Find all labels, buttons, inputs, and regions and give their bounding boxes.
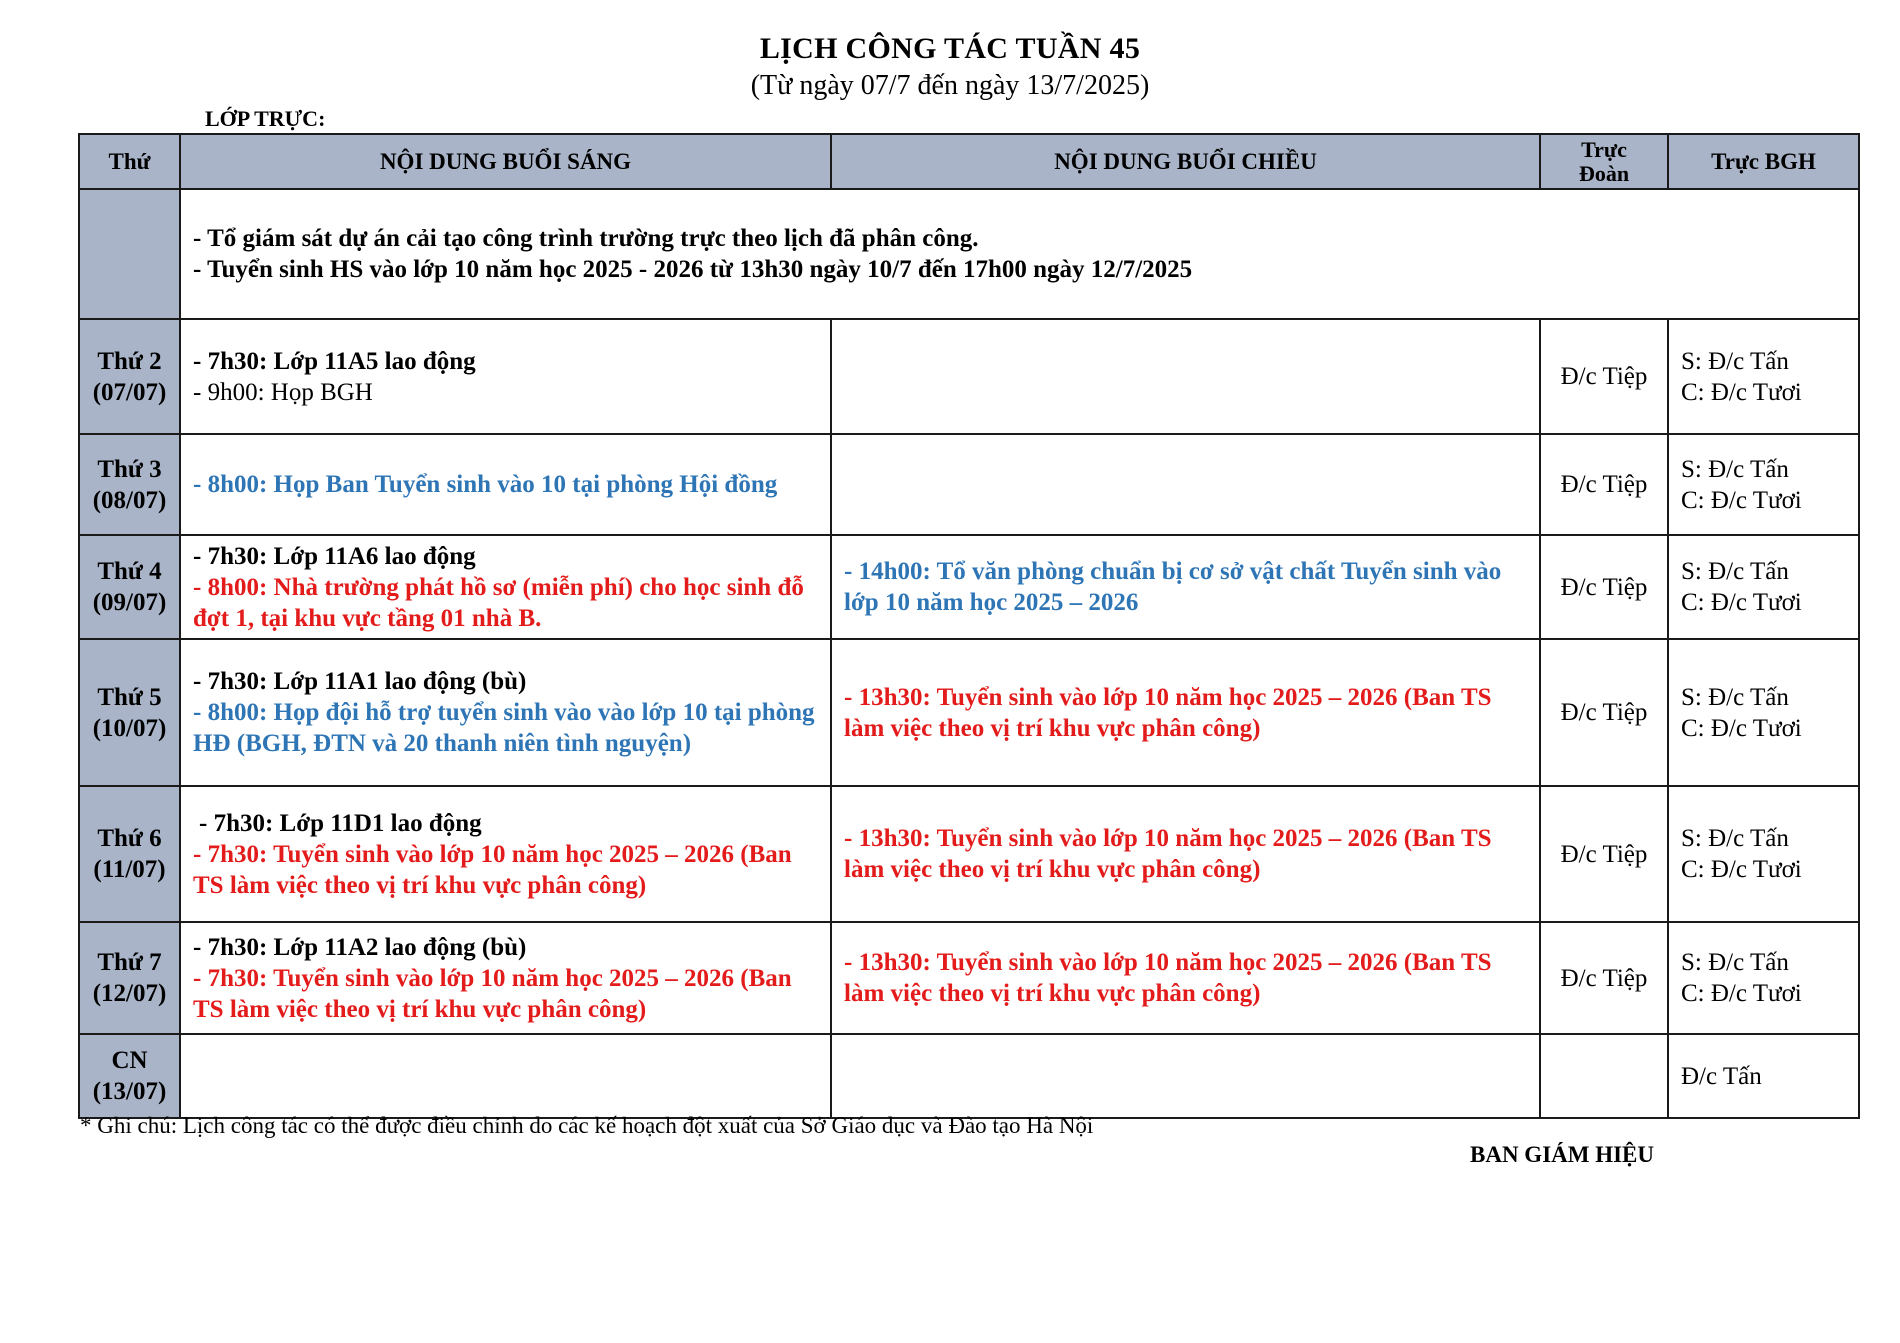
truc-bgh-morning: S: Đ/c Tấn bbox=[1681, 558, 1789, 585]
day-name: Thứ 7 bbox=[97, 949, 162, 976]
morning-cell bbox=[180, 1034, 831, 1118]
afternoon-entry: - 13h30: Tuyển sinh vào lớp 10 năm học 2025 – 2026 (Ban TS làm việc theo vị trí khu vực phân công) bbox=[844, 949, 1492, 1007]
day-date: (10/07) bbox=[92, 714, 167, 742]
truc-bgh-morning: S: Đ/c Tấn bbox=[1681, 683, 1789, 711]
truc-bgh-cell bbox=[1668, 535, 1859, 639]
morning-cell bbox=[180, 535, 831, 639]
day-cell bbox=[79, 434, 180, 535]
general-info-row bbox=[79, 189, 1859, 319]
table-row bbox=[79, 1034, 1859, 1118]
day-cell bbox=[79, 639, 180, 786]
morning-cell bbox=[180, 639, 831, 786]
table-row bbox=[79, 434, 1859, 535]
afternoon-cell bbox=[831, 639, 1540, 786]
day-name: Thứ 3 bbox=[97, 455, 162, 483]
morning-cell bbox=[180, 922, 831, 1034]
truc-bgh-morning: S: Đ/c Tấn bbox=[1681, 949, 1789, 976]
truc-bgh-afternoon: C: Đ/c Tươi bbox=[1681, 486, 1802, 514]
afternoon-cell bbox=[831, 535, 1540, 639]
table-header-row bbox=[79, 134, 1859, 189]
morning-entry: - 7h30: Lớp 11A5 lao động bbox=[193, 347, 476, 375]
truc-bgh-afternoon: C: Đ/c Tươi bbox=[1681, 589, 1802, 616]
day-name: Thứ 4 bbox=[97, 558, 162, 585]
truc-bgh-cell bbox=[1668, 434, 1859, 535]
table-row bbox=[79, 639, 1859, 786]
header-afternoon: NỘI DUNG BUỔI CHIỀU bbox=[831, 134, 1540, 189]
afternoon-cell bbox=[831, 786, 1540, 922]
afternoon-cell bbox=[831, 319, 1540, 434]
morning-entry: - 7h30: Lớp 11A6 lao động bbox=[193, 542, 476, 570]
day-date: (09/07) bbox=[92, 589, 167, 616]
truc-bgh-morning: S: Đ/c Tấn bbox=[1681, 347, 1789, 375]
afternoon-cell bbox=[831, 1034, 1540, 1118]
day-cell bbox=[79, 319, 180, 434]
truc-doan-cell: Đ/c Tiệp bbox=[1540, 786, 1668, 922]
day-date: (08/07) bbox=[92, 486, 167, 514]
lop-truc-label: LỚP TRỰC: bbox=[205, 106, 326, 131]
morning-entry: - 7h30: Lớp 11D1 lao động bbox=[199, 809, 482, 837]
document-title: LỊCH CÔNG TÁC TUẦN 45 bbox=[759, 32, 1141, 65]
header-truc-bgh: Trực BGH bbox=[1668, 134, 1859, 189]
truc-bgh-morning: S: Đ/c Tấn bbox=[1681, 825, 1789, 852]
truc-bgh-cell bbox=[1668, 319, 1859, 434]
morning-entry: - 8h00: Họp Ban Tuyển sinh vào 10 tại phòng Hội đồng bbox=[193, 471, 778, 498]
afternoon-cell bbox=[831, 922, 1540, 1034]
day-name: Thứ 6 bbox=[97, 825, 162, 852]
morning-cell bbox=[180, 434, 831, 535]
truc-bgh-afternoon: C: Đ/c Tươi bbox=[1681, 378, 1802, 406]
day-date: (07/07) bbox=[92, 378, 167, 406]
truc-doan-cell bbox=[1540, 1034, 1668, 1118]
header-thu: Thứ bbox=[79, 134, 180, 189]
afternoon-entry: - 14h00: Tổ văn phòng chuẩn bị cơ sở vật chất Tuyển sinh vào lớp 10 năm học 2025 – 2026 bbox=[844, 558, 1502, 616]
morning-cell bbox=[180, 319, 831, 434]
truc-bgh-cell bbox=[1668, 639, 1859, 786]
truc-doan-cell: Đ/c Tiệp bbox=[1540, 639, 1668, 786]
afternoon-cell bbox=[831, 434, 1540, 535]
day-cell bbox=[79, 1034, 180, 1118]
truc-doan-cell: Đ/c Tiệp bbox=[1540, 434, 1668, 535]
day-cell bbox=[79, 786, 180, 922]
table-row bbox=[79, 922, 1859, 1034]
truc-doan-cell: Đ/c Tiệp bbox=[1540, 535, 1668, 639]
truc-bgh-morning: S: Đ/c Tấn bbox=[1681, 455, 1789, 483]
truc-bgh-afternoon: C: Đ/c Tươi bbox=[1681, 856, 1802, 883]
day-date: (11/07) bbox=[93, 856, 166, 883]
footnote: * Ghi chú: Lịch công tác có thể được điều chỉnh do các kế hoạch đột xuất của Sở Giáo dục và Đào tạo Hà Nội bbox=[80, 1113, 1094, 1138]
morning-entry: - 8h00: Nhà trường phát hồ sơ (miễn phí) cho học sinh đỗ đợt 1, tại khu vực tầng 01 nhà B. bbox=[193, 573, 804, 632]
general-day-cell bbox=[79, 189, 180, 319]
truc-doan-cell: Đ/c Tiệp bbox=[1540, 319, 1668, 434]
truc-doan-cell: Đ/c Tiệp bbox=[1540, 922, 1668, 1034]
morning-entry: - 7h30: Tuyển sinh vào lớp 10 năm học 2025 – 2026 (Ban TS làm việc theo vị trí khu vực phân công) bbox=[193, 964, 792, 1023]
header-truc-doan bbox=[1540, 134, 1668, 189]
general-info-cell bbox=[180, 189, 1859, 319]
morning-entry: - 7h30: Lớp 11A1 lao động (bù) bbox=[193, 668, 527, 695]
day-name: CN bbox=[111, 1047, 148, 1074]
afternoon-entry: - 13h30: Tuyển sinh vào lớp 10 năm học 2025 – 2026 (Ban TS làm việc theo vị trí khu vực phân công) bbox=[844, 683, 1492, 742]
morning-entry: - 7h30: Lớp 11A2 lao động (bù) bbox=[193, 933, 527, 961]
general-info-line: - Tổ giám sát dự án cải tạo công trình trường trực theo lịch đã phân công. bbox=[193, 225, 979, 252]
truc-bgh-cell bbox=[1668, 786, 1859, 922]
day-cell bbox=[79, 535, 180, 639]
header-truc-doan-line1: Trực bbox=[1581, 136, 1627, 162]
truc-bgh-afternoon: C: Đ/c Tươi bbox=[1681, 714, 1802, 742]
table-row bbox=[79, 319, 1859, 434]
document-subtitle: (Từ ngày 07/7 đến ngày 13/7/2025) bbox=[750, 70, 1150, 101]
truc-bgh-afternoon: C: Đ/c Tươi bbox=[1681, 980, 1802, 1007]
general-info-line: - Tuyển sinh HS vào lớp 10 năm học 2025 - 2026 từ 13h30 ngày 10/7 đến 17h00 ngày 12/7/2025 bbox=[193, 256, 1193, 283]
day-date: (13/07) bbox=[92, 1078, 167, 1105]
morning-entry: - 9h00: Họp BGH bbox=[193, 378, 373, 406]
schedule-table bbox=[78, 133, 1860, 1119]
afternoon-entry: - 13h30: Tuyển sinh vào lớp 10 năm học 2025 – 2026 (Ban TS làm việc theo vị trí khu vực phân công) bbox=[844, 825, 1492, 883]
truc-bgh-morning: Đ/c Tấn bbox=[1681, 1062, 1762, 1090]
truc-bgh-cell bbox=[1668, 1034, 1859, 1118]
table-row bbox=[79, 786, 1859, 922]
header-morning: NỘI DUNG BUỔI SÁNG bbox=[180, 134, 831, 189]
header-truc-doan-line2: Đoàn bbox=[1578, 160, 1630, 186]
day-cell bbox=[79, 922, 180, 1034]
day-name: Thứ 2 bbox=[97, 347, 162, 375]
truc-bgh-cell bbox=[1668, 922, 1859, 1034]
signature-label: BAN GIÁM HIỆU bbox=[1470, 1142, 1655, 1167]
morning-cell bbox=[180, 786, 831, 922]
morning-entry: - 7h30: Tuyển sinh vào lớp 10 năm học 2025 – 2026 (Ban TS làm việc theo vị trí khu vực phân công) bbox=[193, 840, 792, 899]
morning-entry: - 8h00: Họp đội hỗ trợ tuyển sinh vào vào lớp 10 tại phòng HĐ (BGH, ĐTN và 20 thanh niên tình nguyện) bbox=[193, 699, 815, 757]
day-date: (12/07) bbox=[92, 980, 167, 1007]
table-row bbox=[79, 535, 1859, 639]
day-name: Thứ 5 bbox=[97, 683, 162, 711]
